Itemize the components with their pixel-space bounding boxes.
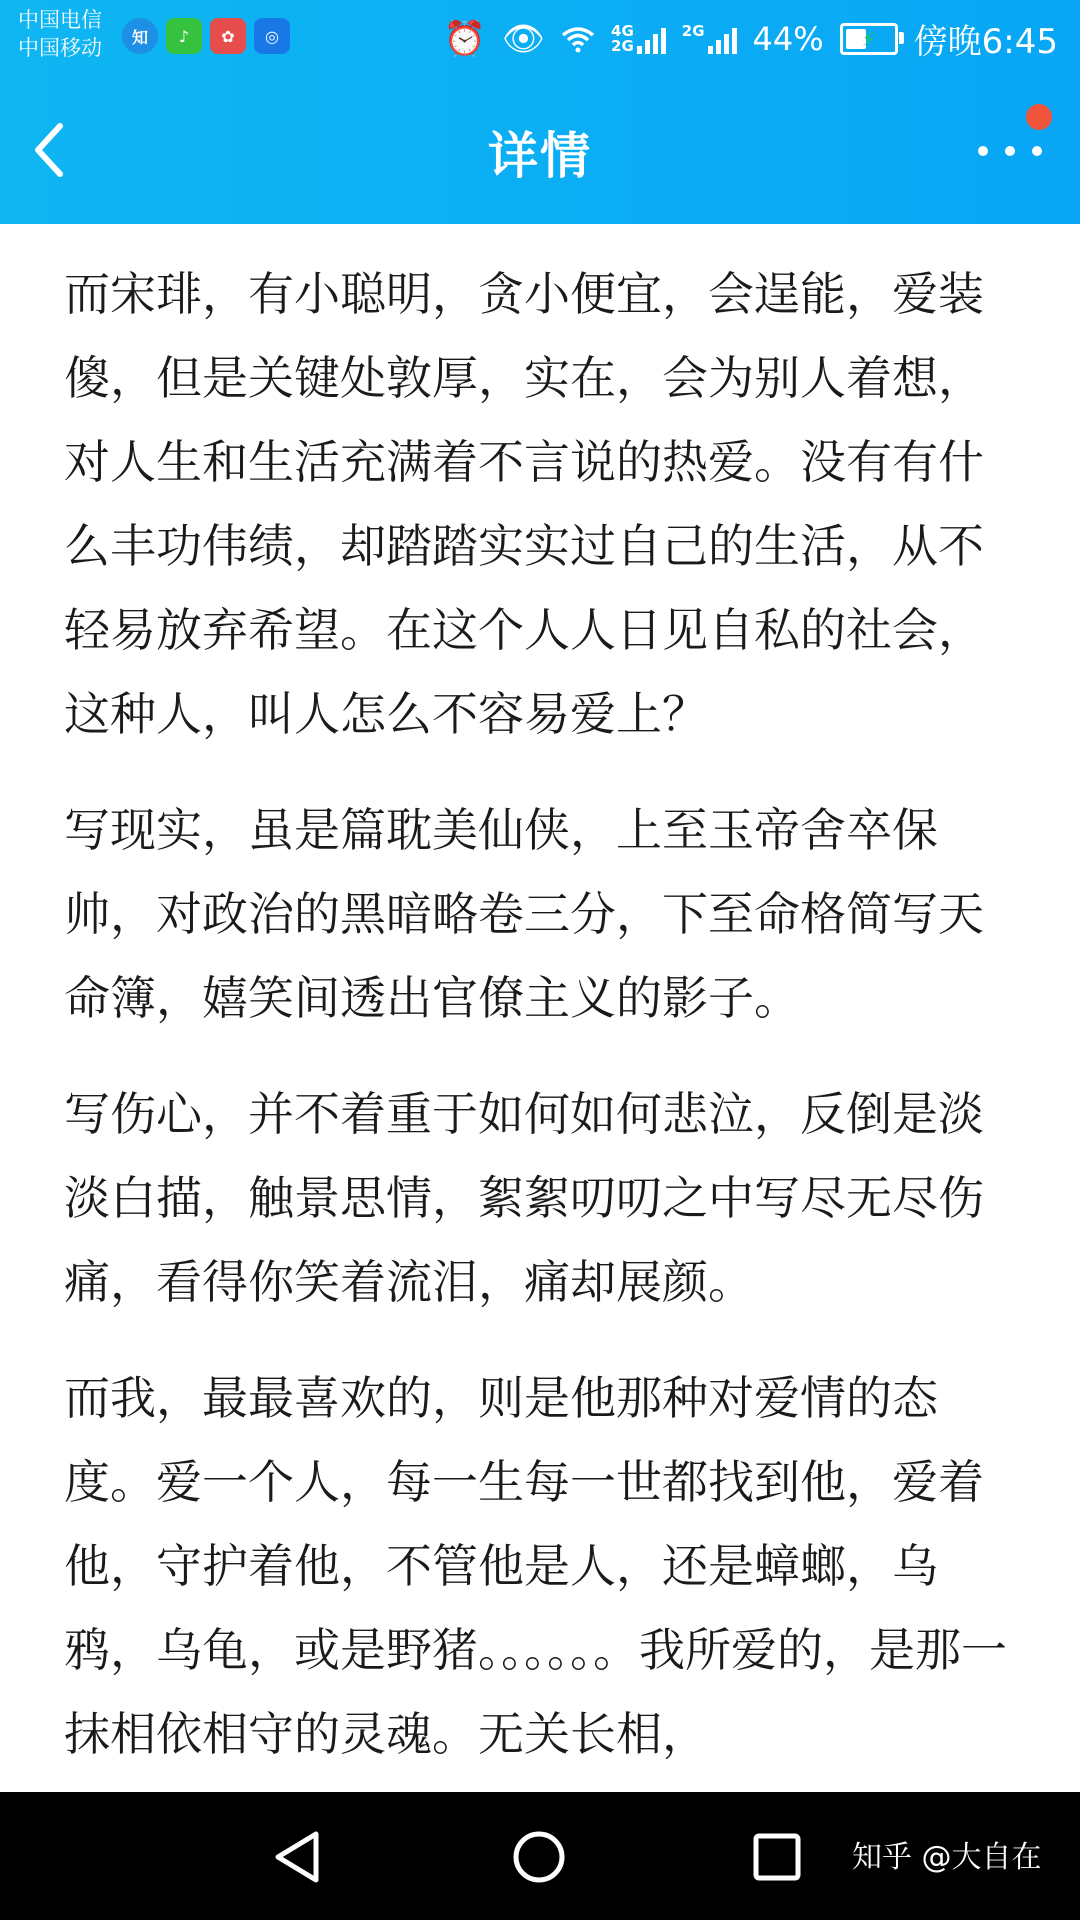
nav-recents-button[interactable] bbox=[742, 1822, 812, 1892]
net-type-1: 4G bbox=[611, 21, 634, 40]
alarm-icon: ⏰ bbox=[443, 18, 486, 59]
browser-app-icon: ◎ bbox=[254, 18, 290, 54]
page-title: 详情 bbox=[488, 127, 592, 185]
top-bar bbox=[0, 0, 1080, 224]
signal-2 bbox=[681, 21, 737, 54]
signal-1 bbox=[611, 21, 666, 55]
net-type-2: 2G bbox=[611, 36, 634, 55]
net-type-3: 2G bbox=[681, 21, 705, 40]
nav-back-button[interactable] bbox=[264, 1822, 334, 1892]
article-body bbox=[64, 252, 1024, 1792]
carrier-info bbox=[18, 6, 102, 62]
notification-icons bbox=[122, 18, 290, 54]
music-app-icon: ♪ bbox=[166, 18, 202, 54]
paragraph: 而宋琲，有小聪明，贪小便宜，会逞能，爱装傻，但是关键处敦厚，实在，会为别人着想，对人生和生活充满着不言说的热爱。没有有什么丰功伟绩，却踏踏实实过自己的生活，从不轻易放弃希望。在这个人人日见自私的社会，这种人，叫人怎么不容易爱上？ bbox=[64, 267, 984, 741]
paragraph: 写伤心，并不着重于如何如何悲泣，反倒是淡淡白描，触景思情，絮絮叨叨之中写尽无尽伤痛，看得你笑着流泪，痛却展颜。 bbox=[64, 1087, 984, 1309]
more-options-button[interactable] bbox=[966, 120, 1056, 180]
navigation-bar bbox=[0, 1792, 1080, 1920]
paragraph: 而我，最最喜欢的，则是他那种对爱情的态度。爱一个人，每一生每一世都找到他，爱着他，守护着他，不管他是人，还是蟑螂，乌鸦，乌龟，或是野猪。。。。。。我所爱的，是那一抹相依相守的灵魂。无关长相， bbox=[64, 1371, 1007, 1761]
triangle-back-icon bbox=[264, 1822, 334, 1892]
battery-icon bbox=[840, 23, 898, 55]
more-dots-icon bbox=[978, 146, 1042, 156]
signal-bars-2-icon bbox=[708, 24, 737, 54]
status-indicators bbox=[444, 14, 1059, 63]
charging-icon: ⚡ bbox=[861, 26, 876, 51]
wifi-icon bbox=[561, 25, 595, 53]
eye-comfort-icon: 👁 bbox=[501, 18, 546, 59]
battery-percent: 44% bbox=[752, 19, 824, 58]
watermark: 知乎 @大自在 bbox=[852, 1840, 1042, 1875]
circle-home-icon bbox=[504, 1822, 574, 1892]
carrier-2: 中国移动 bbox=[18, 36, 102, 60]
clock: 傍晚6:45 bbox=[913, 22, 1058, 62]
square-recents-icon bbox=[742, 1822, 812, 1892]
baidu-app-icon: ✿ bbox=[210, 18, 246, 54]
signal-bars-1-icon bbox=[637, 24, 666, 54]
status-bar bbox=[0, 0, 1080, 70]
nav-home-button[interactable] bbox=[504, 1822, 574, 1892]
paragraph: 写现实，虽是篇耽美仙侠，上至玉帝舍卒保帅，对政治的黑暗略卷三分，下至命格简写天命簿，嬉笑间透出官僚主义的影子。 bbox=[64, 803, 984, 1025]
zhihu-app-icon: 知 bbox=[122, 18, 158, 54]
carrier-1: 中国电信 bbox=[18, 8, 102, 32]
notification-badge bbox=[1026, 104, 1052, 130]
